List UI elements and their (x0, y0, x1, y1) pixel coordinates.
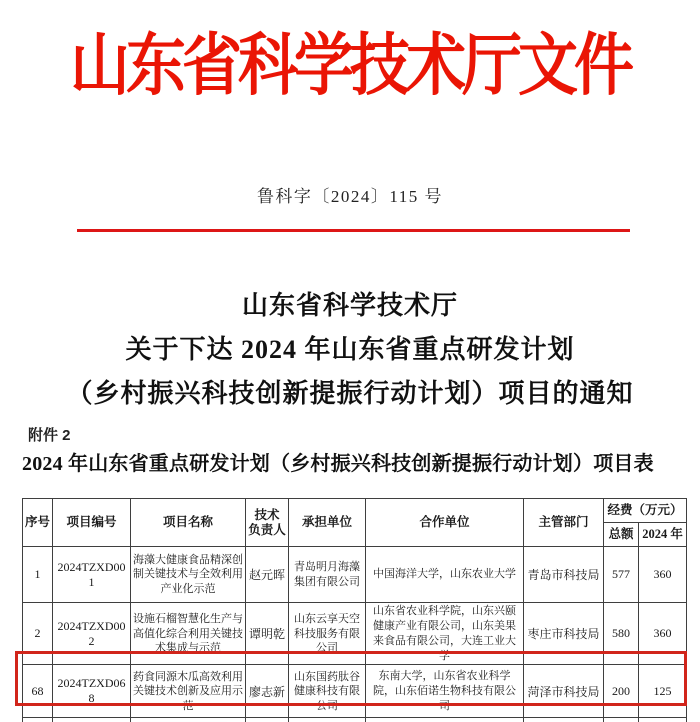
cell-no: 68 (23, 665, 53, 718)
col-header-leader-line1: 技术 (254, 507, 280, 522)
red-divider-line (77, 229, 630, 232)
cell-no: 1 (23, 547, 53, 603)
col-header-name: 项目名称 (131, 499, 246, 547)
col-header-department: 主管部门 (524, 499, 604, 547)
cell-budget-total (604, 718, 639, 722)
cell-leader: 赵元晖 (246, 547, 289, 603)
cell-name (131, 718, 246, 722)
col-header-partners: 合作单位 (366, 499, 524, 547)
cell-budget-2024: 360 (639, 603, 687, 665)
cell-partners (366, 718, 524, 722)
doc-number: 鲁科字〔2024〕115 号 (256, 187, 444, 206)
notice-title-line-2: 关于下达 2024 年山东省重点研发计划 (125, 335, 575, 364)
cell-code: 2024TZXD001 (53, 547, 131, 603)
cell-budget-2024 (639, 718, 687, 722)
attachment-label: 附件 2 (28, 427, 71, 444)
cell-partners: 中国海洋大学，山东农业大学 (366, 547, 524, 603)
cell-name: 药食同源木瓜高效利用关键技术创新及应用示范 (131, 665, 246, 718)
cell-budget-total: 200 (604, 665, 639, 718)
header-row-1 (23, 499, 687, 523)
cell-partners: 东南大学，山东省农业科学院，山东佰诺生物科技有限公司 (366, 665, 524, 718)
cell-no (23, 718, 53, 722)
cell-department (524, 718, 604, 722)
cell-code: 2024TZXD002 (53, 603, 131, 665)
cell-name: 设施石榴智慧化生产与高值化综合利用关键技术集成与示范 (131, 603, 246, 665)
col-header-no: 序号 (23, 499, 53, 547)
cell-undertaker: 青岛明月海藻集团有限公司 (289, 547, 366, 603)
col-header-budget-2024: 2024 年 (639, 523, 687, 547)
masthead-title: 山东省科学技术厅文件 (70, 28, 630, 104)
cell-department: 枣庄市科技局 (524, 603, 604, 665)
cell-undertaker: 山东国药肽谷健康科技有限公司 (289, 665, 366, 718)
cell-partners: 山东省农业科学院，山东兴颐健康产业有限公司，山东美果来食品有限公司，大连工业大学 (366, 603, 524, 665)
col-header-budget-total: 总额 (604, 523, 639, 547)
col-header-budget: 经费（万元） (604, 499, 687, 523)
cell-undertaker: 山东云享天空科技服务有限公司 (289, 603, 366, 665)
cell-code: 2024TZXD068 (53, 665, 131, 718)
cell-leader: 廖志新 (246, 665, 289, 718)
cell-name: 海藻大健康食品精深创制关键技术与全效利用产业化示范 (131, 547, 246, 603)
cell-leader: 谭明乾 (246, 603, 289, 665)
notice-title (0, 284, 700, 416)
col-header-undertaker: 承担单位 (289, 499, 366, 547)
cell-undertaker (289, 718, 366, 722)
cell-budget-2024: 360 (639, 547, 687, 603)
cell-budget-total: 580 (604, 603, 639, 665)
cell-budget-2024: 125 (639, 665, 687, 718)
notice-title-line-1: 山东省科学技术厅 (241, 291, 458, 320)
cell-department: 菏泽市科技局 (524, 665, 604, 718)
table-row-project-68 (23, 665, 687, 718)
masthead-row (0, 30, 700, 102)
col-header-leader-line2: 负责人 (248, 522, 286, 537)
cell-code (53, 718, 131, 722)
cell-leader (246, 718, 289, 722)
projects-table (22, 498, 687, 722)
cell-budget-total: 577 (604, 547, 639, 603)
table-title: 2024 年山东省重点研发计划（乡村振兴科技创新提振行动计划）项目表 (22, 453, 654, 475)
col-header-code: 项目编号 (53, 499, 131, 547)
notice-title-line-3: （乡村振兴科技创新提振行动计划）项目的通知 (66, 379, 634, 408)
table-row-partial-cropped (23, 718, 687, 722)
table-row-project-2 (23, 603, 687, 665)
cell-no: 2 (23, 603, 53, 665)
col-header-leader (246, 499, 289, 547)
cell-department: 青岛市科技局 (524, 547, 604, 603)
table-row-project-1 (23, 547, 687, 603)
